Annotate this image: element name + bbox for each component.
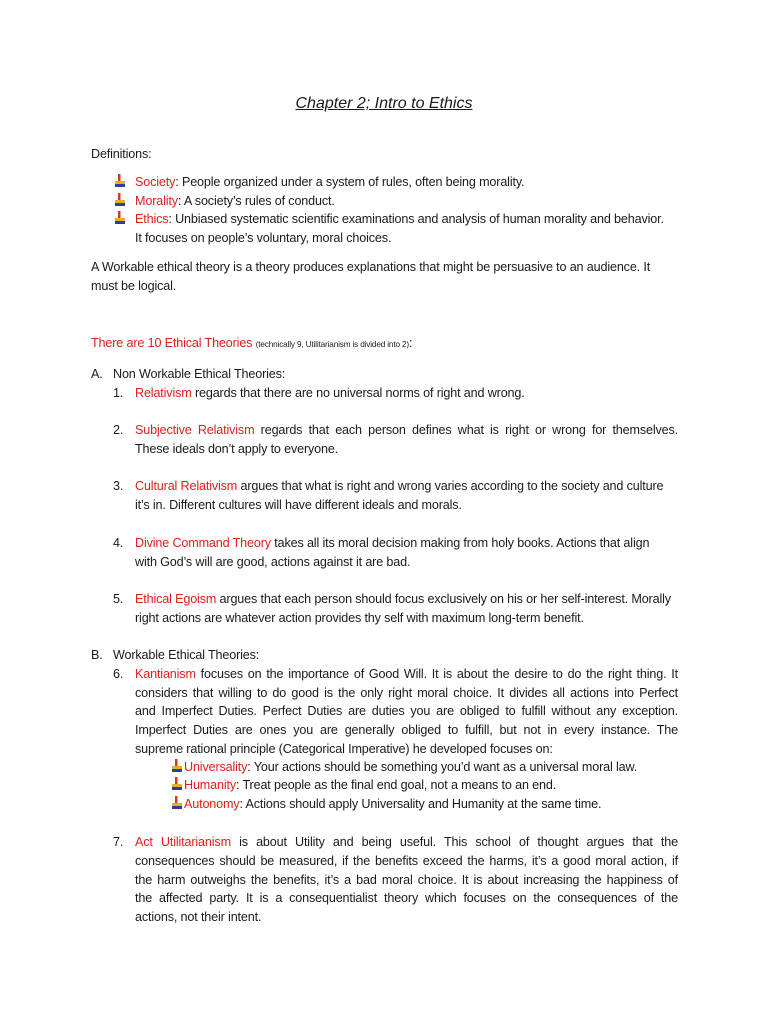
theory-term: Ethical Egoism [135,592,217,606]
theories-heading [91,335,412,353]
list-item-continuation: the affected party. It is a consequentialist theory which focuses on the consequences of the [135,891,678,905]
list-item [135,535,649,551]
section-b-letter: B. [91,648,103,662]
definition-item [135,174,524,190]
list-number: 6. [113,667,124,681]
hand-pointer-icon [170,796,184,810]
theories-heading-main: There are 10 Ethical Theories [91,336,253,350]
section-a-letter: A. [91,367,103,381]
list-item-continuation: actions, not their intent. [135,910,262,924]
theory-text: focuses on the importance of Good Will. It is about the desire to do the right thing. It [195,667,678,681]
sub-item [184,759,637,775]
list-item [135,478,663,494]
theory-text: argues that what is right and wrong varies according to the society and culture [237,479,664,493]
theory-text: is about Utility and being useful. This school of thought argues that the [230,835,678,849]
definition-term: Morality [135,194,178,208]
definitions-heading: Definitions: [91,147,152,161]
theory-term: Act Utilitarianism [135,835,231,849]
hand-pointer-icon [113,193,127,207]
list-item-continuation: the harm outweighs the benefits, it’s a bad moral choice. It is about increasing the happiness of [135,873,678,887]
theory-text: takes all its moral decision making from holy books. Actions that align [270,536,650,550]
theory-text: argues that each person should focus exclusively on his or her self-interest. Morally [216,592,671,606]
list-item [135,834,678,850]
theory-term: Cultural Relativism [135,479,238,493]
definition-item [135,211,664,227]
sub-item-text: : Actions should apply Universality and Humanity at the same time. [239,797,602,811]
section-b-heading: Workable Ethical Theories: [113,648,260,662]
sub-item-text: : Treat people as the final end goal, not a means to an end. [236,778,557,792]
list-item-continuation: supreme rational principle (Categorical Imperative) he developed focuses on: [135,742,553,756]
paragraph-line: must be logical. [91,279,177,293]
theory-term: Divine Command Theory [135,536,271,550]
hand-pointer-icon [113,174,127,188]
list-number: 2. [113,423,124,437]
hand-pointer-icon [170,777,184,791]
list-item-continuation: it’s in. Different cultures will have different ideals and morals. [135,498,462,512]
list-item-continuation: right actions are whatever action provides thy self with maximum long-term benefit. [135,611,584,625]
list-number: 7. [113,835,124,849]
list-number: 3. [113,479,124,493]
definition-term: Society [135,175,176,189]
section-a-heading: Non Workable Ethical Theories: [113,367,286,381]
definition-item [135,193,335,209]
theory-term: Subjective Relativism [135,423,255,437]
sub-item [184,796,601,812]
list-number: 4. [113,536,124,550]
theory-term: Kantianism [135,667,196,681]
list-item [135,591,671,607]
sub-item-term: Autonomy [184,797,240,811]
list-number: 1. [113,386,124,400]
hand-pointer-icon [113,211,127,225]
list-item-continuation: with God’s will are good, actions against it are bad. [135,555,411,569]
definition-text: : People organized under a system of rules, often being morality. [175,175,525,189]
list-item-continuation: These ideals don’t apply to everyone. [135,442,339,456]
list-item-continuation: consequences should be measured, if the benefits exceed the harms, it’s a good moral action, if [135,854,678,868]
sub-item-text: : Your actions should be something you’d want as a universal moral law. [247,760,638,774]
definition-term: Ethics [135,212,169,226]
definition-text: : A society’s rules of conduct. [177,194,335,208]
list-item-continuation: Imperfect Duties are ones you are generally obliged to fulfill, but not in every instance. The [135,723,678,737]
list-item-continuation: and Imperfect Duties. Perfect Duties are duties you are obliged to fulfill without any exception. [135,704,678,718]
definition-continuation: It focuses on people’s voluntary, moral choices. [135,231,392,245]
theories-heading-colon: : [408,336,413,350]
sub-item [184,777,556,793]
list-item [135,385,525,401]
sub-item-term: Humanity [184,778,236,792]
definition-text: : Unbiased systematic scientific examinations and analysis of human morality and behavior. [168,212,664,226]
paragraph-line: A Workable ethical theory is a theory produces explanations that might be persuasive to an audience. It [91,260,651,274]
list-item [135,666,678,682]
list-number: 5. [113,592,124,606]
list-item-continuation: considers that willing to do good is the only right moral choice. It divides all actions into Perfect [135,686,678,700]
theory-term: Relativism [135,386,192,400]
theories-heading-note: (technically 9, Utilitarianism is divided into 2) [255,340,409,349]
page-title: Chapter 2; Intro to Ethics [295,95,473,112]
hand-pointer-icon [170,759,184,773]
sub-item-term: Universality [184,760,248,774]
theory-text: regards that each person defines what is right or wrong for themselves. [254,423,679,437]
theory-text: regards that there are no universal norms of right and wrong. [191,386,525,400]
list-item [135,422,678,438]
